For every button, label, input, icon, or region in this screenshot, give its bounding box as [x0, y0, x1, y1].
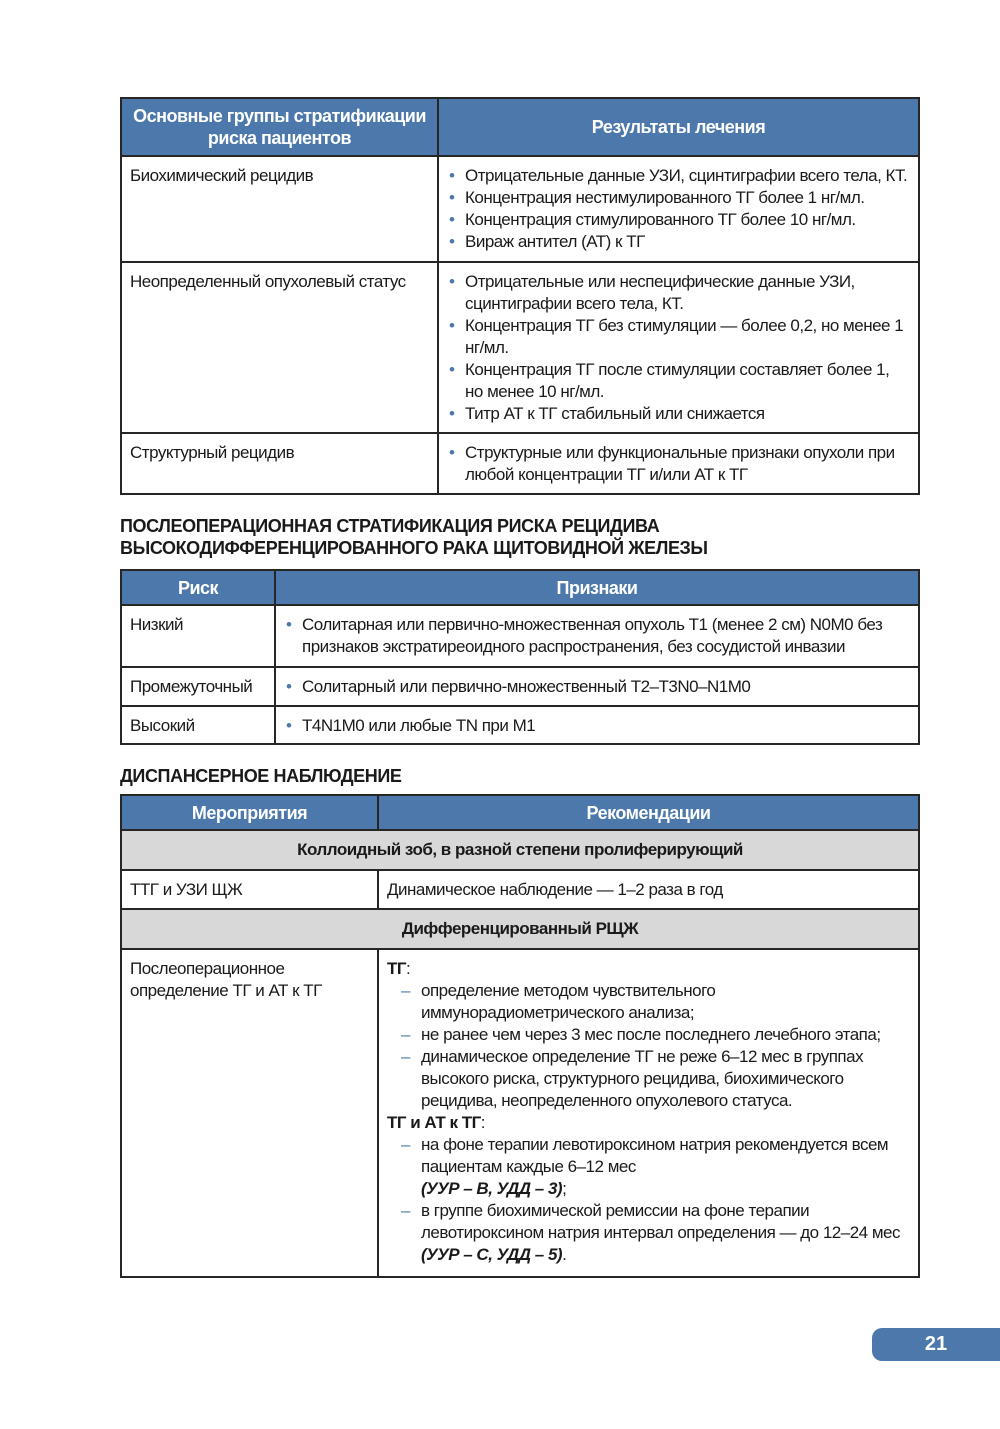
list-item: • Отрицательные данные УЗИ, сцинтиграфии всего тела, КТ. — [447, 165, 910, 187]
section-title: ДИСПАНСЕРНОЕ НАБЛЮДЕНИЕ — [120, 766, 402, 786]
list-item: • Концентрация ТГ после стимуляции составляет более 1, но менее 10 нг/мл. — [447, 359, 910, 403]
evidence-level: (УУР – С, УДД – 5) — [421, 1245, 563, 1264]
risk-groups-table — [120, 97, 920, 495]
results-cell — [438, 156, 919, 262]
signs-cell — [275, 706, 919, 744]
table-row — [121, 433, 919, 494]
tg-at-label: ТГ и АТ к ТГ: — [387, 1113, 485, 1132]
table-row — [121, 262, 919, 433]
results-cell — [438, 433, 919, 494]
group-label: Дифференцированный РЩЖ — [121, 909, 919, 949]
table-row — [121, 156, 919, 262]
risk-cell: Низкий — [121, 605, 275, 667]
action-cell: Послеоперационное определение ТГ и АТ к ТГ — [121, 949, 378, 1277]
group-row — [121, 909, 919, 949]
table-header — [121, 98, 919, 156]
table-row — [121, 706, 919, 744]
header-cell: Мероприятия — [121, 795, 378, 830]
table-row — [121, 870, 919, 909]
section-title: ПОСЛЕОПЕРАЦИОННАЯ СТРАТИФИКАЦИЯ РИСКА РЕЦИДИВА ВЫСОКОДИФФЕРЕНЦИРОВАННОГО РАКА ЩИТОВИДНОЙ ЖЕЛЕЗЫ — [120, 516, 708, 558]
list-item: • Концентрация ТГ без стимуляции — более 0,2, но менее 1 нг/мл. — [447, 315, 910, 359]
item-text: на фоне терапии левотироксином натрия рекомендуется всем пациентам каждые 6–12 мес — [421, 1135, 889, 1176]
tg-label-text: ТГ — [387, 959, 407, 978]
action-cell: ТТГ и УЗИ ЩЖ — [121, 870, 378, 909]
table-row — [121, 605, 919, 667]
list-item: • Концентрация нестимулированного ТГ более 1 нг/мл. — [447, 187, 910, 209]
list-item — [387, 1200, 910, 1266]
item-text: в группе биохимической ремиссии на фоне терапии левотироксином натрия интервал определения — до 12–24 мес — [421, 1201, 900, 1242]
recommendation-cell: Динамическое наблюдение — 1–2 раза в год — [378, 870, 919, 909]
group-cell: Биохимический рецидив — [121, 156, 438, 262]
header-cell: Рекомендации — [378, 795, 919, 830]
recommendation-cell — [378, 949, 919, 1277]
list-item: • Титр АТ к ТГ стабильный или снижается — [447, 403, 910, 425]
results-cell — [438, 262, 919, 433]
tg-label: ТГ: — [387, 959, 411, 978]
group-row — [121, 830, 919, 870]
header-cell: Результаты лечения — [438, 98, 919, 156]
list-item: • Т4N1M0 или любые TN при М1 — [284, 715, 910, 737]
list-item: • Солитарный или первично-множественный Т2–Т3N0–N1M0 — [284, 676, 910, 698]
page-number: 21 — [872, 1328, 1000, 1361]
group-cell: Структурный рецидив — [121, 433, 438, 494]
table-row — [121, 949, 919, 1277]
list-item: • Отрицательные или неспецифические данные УЗИ, сцинтиграфии всего тела, КТ. — [447, 271, 910, 315]
signs-cell — [275, 605, 919, 667]
evidence-level: (УУР – В, УДД – 3) — [421, 1179, 563, 1198]
risk-cell: Промежуточный — [121, 667, 275, 706]
punctuation: . — [562, 1245, 567, 1264]
follow-up-table — [120, 794, 920, 1278]
list-item: • Концентрация стимулированного ТГ более 10 нг/мл. — [447, 209, 910, 231]
table-header — [121, 795, 919, 830]
list-item: • Вираж антител (АТ) к ТГ — [447, 231, 910, 253]
list-item: – динамическое определение ТГ не реже 6–12 мес в группах высокого риска, структурного рецидива, биохимического рецидива, неопределенного опухолевого статуса. — [387, 1046, 910, 1112]
list-item: – не ранее чем через 3 мес после последнего лечебного этапа; — [387, 1024, 910, 1046]
header-cell: Риск — [121, 570, 275, 605]
table-header — [121, 570, 919, 605]
signs-cell — [275, 667, 919, 706]
list-item: • Структурные или функциональные признаки опухоли при любой концентрации ТГ и/или АТ к ТГ — [447, 442, 910, 486]
header-cell: Основные группы стратификации риска пациентов — [121, 98, 438, 156]
tg-at-label-text: ТГ и АТ к ТГ — [387, 1113, 481, 1132]
header-cell: Признаки — [275, 570, 919, 605]
list-item: • Солитарная или первично-множественная опухоль Т1 (менее 2 см) N0M0 без признаков экстратиреоидного распространения, без сосудистой инвазии — [284, 614, 910, 658]
punctuation: ; — [562, 1179, 567, 1198]
risk-cell: Высокий — [121, 706, 275, 744]
group-label: Коллоидный зоб, в разной степени пролиферирующий — [121, 830, 919, 870]
list-item: – определение методом чувствительного иммунорадиометрического анализа; — [387, 980, 910, 1024]
risk-stratification-table — [120, 569, 920, 745]
group-cell: Неопределенный опухолевый статус — [121, 262, 438, 433]
list-item — [387, 1134, 910, 1200]
table-row — [121, 667, 919, 706]
